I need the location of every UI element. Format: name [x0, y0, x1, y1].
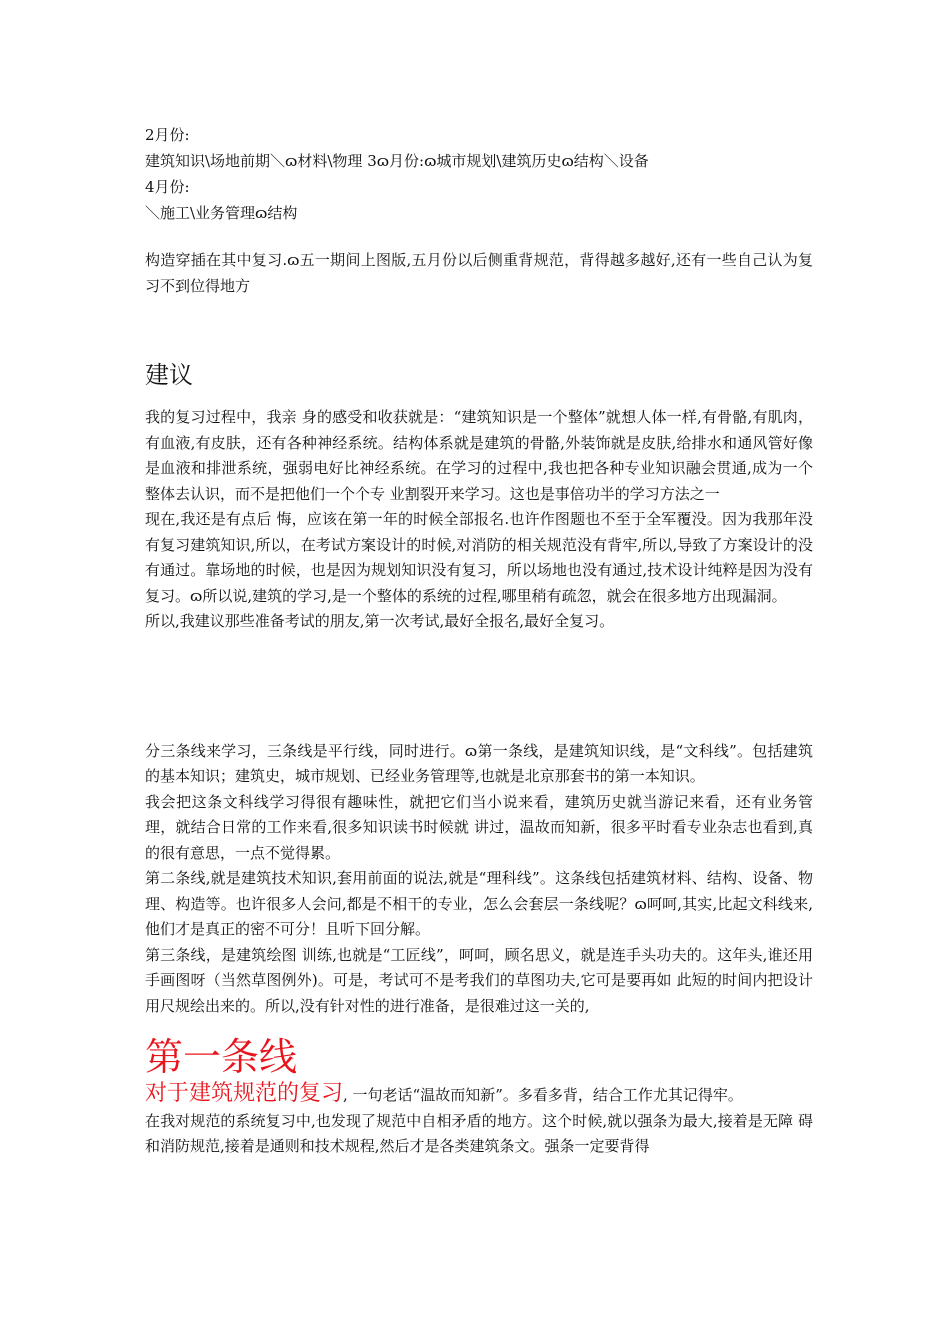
feb-subjects: 建筑知识\场地前期＼ɷ材料\物理 3ɷ月份:ɷ城市规划\建筑历史ɷ结构＼设备: [145, 152, 649, 170]
schedule-note: 构造穿插在其中复习.ɷ五一期间上图版,五月份以后侧重背规范，背得越多越好,还有一些自己认为复习不到位得地方: [145, 251, 813, 295]
first-line-heading: 第一条线: [145, 1035, 298, 1079]
three-lines-paragraph-1: 分三条线来学习，三条线是平行线，同时进行。ɷ第一条线，是建筑知识线，是“文科线”。包括建筑的基本知识；建筑史，城市规划、已经业务管理等,也就是北京那套书的第一本知识。: [145, 741, 813, 785]
spacer: [145, 226, 813, 248]
first-line-body: 在我对规范的系统复习中,也发现了规范中自相矛盾的地方。这个时候,就以强条为最大,接着是无障 碍和消防规范,接着是通则和技术规程,然后才是各类建筑条文。强条一定要背得: [145, 1111, 813, 1155]
three-lines-paragraph-4: 第三条线，是建筑绘图 训练,也就是“工匠线”，呵呵，顾名思义，就是连手头功夫的。这年头,谁还用手画图呀（当然草图例外)。可是，考试可不是考我们的草图功夫,它可是要再如 此短的时间内把设计用尺规绘出来的。所以,没有针对性的进行准备，是很难过这一关的,: [145, 945, 813, 1015]
first-line-subheading: 对于建筑规范的复习: [145, 1081, 344, 1106]
advice-paragraph-1: 我的复习过程中，我亲 身的感受和收获就是：“建筑知识是一个整体”就想人体一样,有骨骼,有肌肉，有血液,有皮肤，还有各种神经系统。结构体系就是建筑的骨骼,外装饰就是皮肤,给排水和通风管好像是血液和排泄系统，强弱电好比神经系统。在学习的过程中,我也把各种专业知识融会贯通,成为一个整体去认识，而不是把他们一个个专 业割裂开来学习。这也是事倍功半的学习方法之一: [145, 408, 813, 503]
apr-label: 4月份:: [145, 178, 190, 196]
apr-subjects: ＼施工\业务管理ɷ结构: [145, 204, 298, 222]
spacer: [145, 299, 813, 357]
advice-paragraph-2: 现在,我还是有点后 悔，应该在第一年的时候全部报名.也许作图题也不至于全军覆没。因为我那年没有复习建筑知识,所以，在考试方案设计的时候,对消防的相关规范没有背牢,所以,导致了方案设计的没有通过。靠场地的时候，也是因为规划知识没有复习，所以场地也没有通过,技术设计纯粹是因为没有复习。ɷ所以说,建筑的学习,是一个整体的系统的过程,哪里稍有疏忽，就会在很多地方出现漏洞。: [145, 510, 813, 605]
first-line-intro: [145, 1081, 813, 1109]
feb-label: 2月份:: [145, 126, 190, 144]
spacer: [145, 1019, 813, 1033]
spacer: [145, 635, 813, 739]
document-page: [145, 122, 813, 1160]
first-line-intro-tail: , 一句老话“温故而知新”。多看多背，结合工作尤其记得牢。: [343, 1086, 743, 1104]
advice-heading: 建议: [145, 361, 193, 389]
three-lines-paragraph-3: 第二条线,就是建筑技术知识,套用前面的说法,就是“理科线”。这条线包括建筑材料、结构、设备、物理、构造等。也许很多人会问,都是不相干的专业，怎么会套层一条线呢？ɷ呵呵,其实,比起文科线来,他们才是真正的密不可分！且听下回分解。: [145, 869, 813, 938]
advice-paragraph-3: 所以,我建议那些准备考试的朋友,第一次考试,最好全报名,最好全复习。: [145, 612, 615, 630]
three-lines-paragraph-2: 我会把这条文科线学习得很有趣味性，就把它们当小说来看，建筑历史就当游记来看，还有业务管理，就结合日常的工作来看,很多知识读书时候就 讲过，温故而知新，很多平时看专业杂志也看到,真的很有意思，一点不觉得累。: [145, 792, 813, 862]
